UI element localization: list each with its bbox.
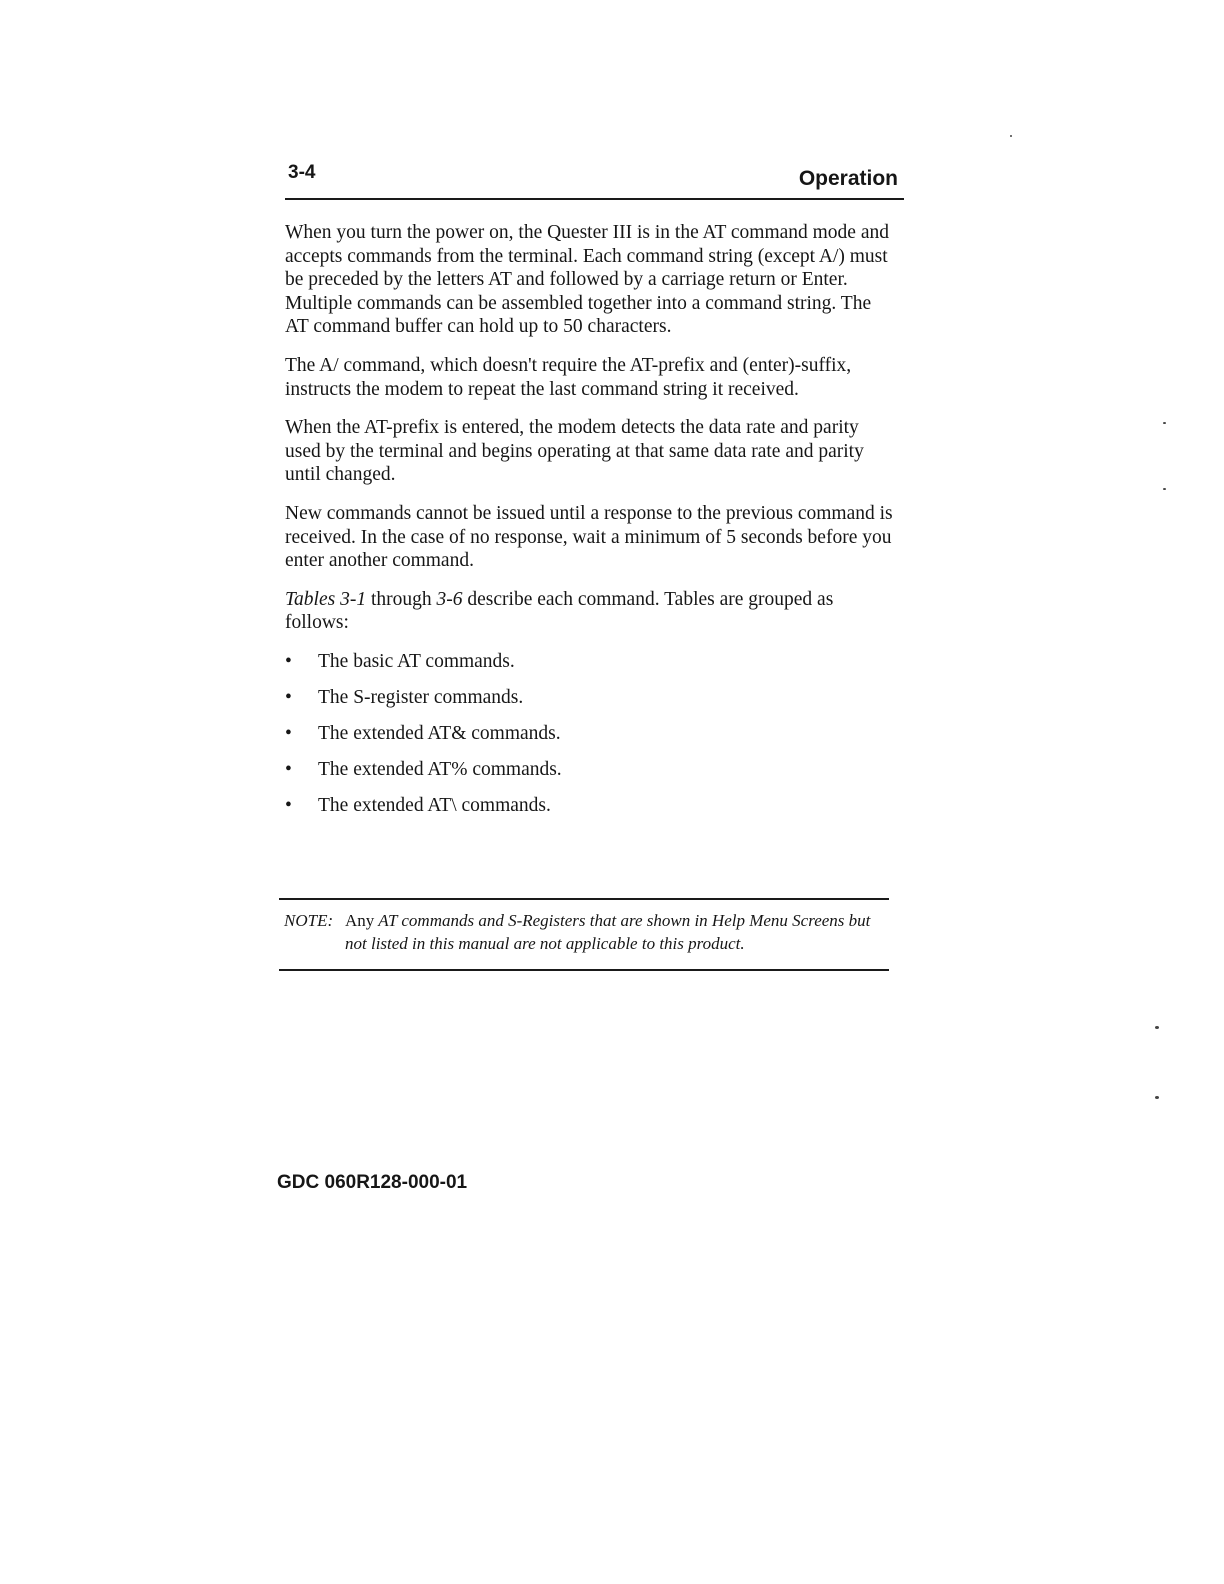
list-item bbox=[285, 758, 897, 794]
bullet-icon: • bbox=[285, 758, 292, 780]
list-item-text: The S-register commands. bbox=[318, 686, 524, 708]
scan-speck bbox=[1163, 422, 1166, 424]
command-group-list bbox=[285, 650, 897, 830]
page-number: 3-4 bbox=[288, 162, 316, 183]
table-ref-start: Tables 3-1 bbox=[285, 588, 367, 610]
scan-speck bbox=[1010, 135, 1012, 137]
document-number: GDC 060R128-000-01 bbox=[277, 1172, 468, 1193]
paragraph-repeat-command: The A/ command, which doesn't require the AT-prefix and (enter)-suffix, instructs the modem to repeat the last command string it received. bbox=[285, 354, 852, 400]
list-item bbox=[285, 722, 897, 758]
tables-intro-rest: describe each command. Tables are grouped as follows: bbox=[285, 588, 834, 634]
list-item-text: The extended AT\ commands. bbox=[318, 794, 551, 816]
bullet-icon: • bbox=[285, 686, 292, 708]
note-lead: Any bbox=[345, 911, 375, 930]
list-item-text: The extended AT& commands. bbox=[318, 722, 561, 744]
list-item-text: The basic AT commands. bbox=[318, 650, 515, 672]
paragraph-response-wait: New commands cannot be issued until a response to the previous command is received. In the case of no response, wait a minimum of 5 seconds before you enter another command. bbox=[285, 502, 893, 572]
list-item bbox=[285, 650, 897, 686]
scan-speck bbox=[1155, 1026, 1159, 1029]
list-item bbox=[285, 794, 897, 830]
scan-speck bbox=[1163, 488, 1166, 490]
paragraph-tables-intro bbox=[285, 588, 897, 635]
bullet-icon: • bbox=[285, 794, 292, 816]
note-text: AT commands and S-Registers that are shown in Help Menu Screens but not listed in this manual are not applicable to this product. bbox=[345, 911, 871, 953]
body-text bbox=[285, 221, 897, 830]
bullet-icon: • bbox=[285, 650, 292, 672]
paragraph-command-mode: When you turn the power on, the Quester III is in the AT command mode and accepts commands from the terminal. Each command string (except A/) must be preceded by the letters AT and followed by a carriage return or Enter. Multiple commands can be assembled together into a command string. The AT command buffer can hold up to 50 characters. bbox=[285, 222, 889, 338]
list-item bbox=[285, 686, 897, 722]
paragraph-autobaud: When the AT-prefix is entered, the modem detects the data rate and parity used by the terminal and begins operating at that same data rate and parity until changed. bbox=[285, 417, 864, 486]
section-title: Operation bbox=[798, 167, 898, 190]
note-body bbox=[345, 910, 875, 955]
scan-speck bbox=[1155, 1096, 1159, 1099]
bullet-icon: • bbox=[285, 722, 292, 744]
note-box bbox=[279, 898, 889, 971]
list-item-text: The extended AT% commands. bbox=[318, 758, 562, 780]
table-ref-end: 3-6 bbox=[436, 588, 463, 610]
page-header bbox=[285, 160, 904, 200]
tables-intro-through: through bbox=[366, 588, 437, 610]
note-label: NOTE: bbox=[284, 911, 334, 930]
